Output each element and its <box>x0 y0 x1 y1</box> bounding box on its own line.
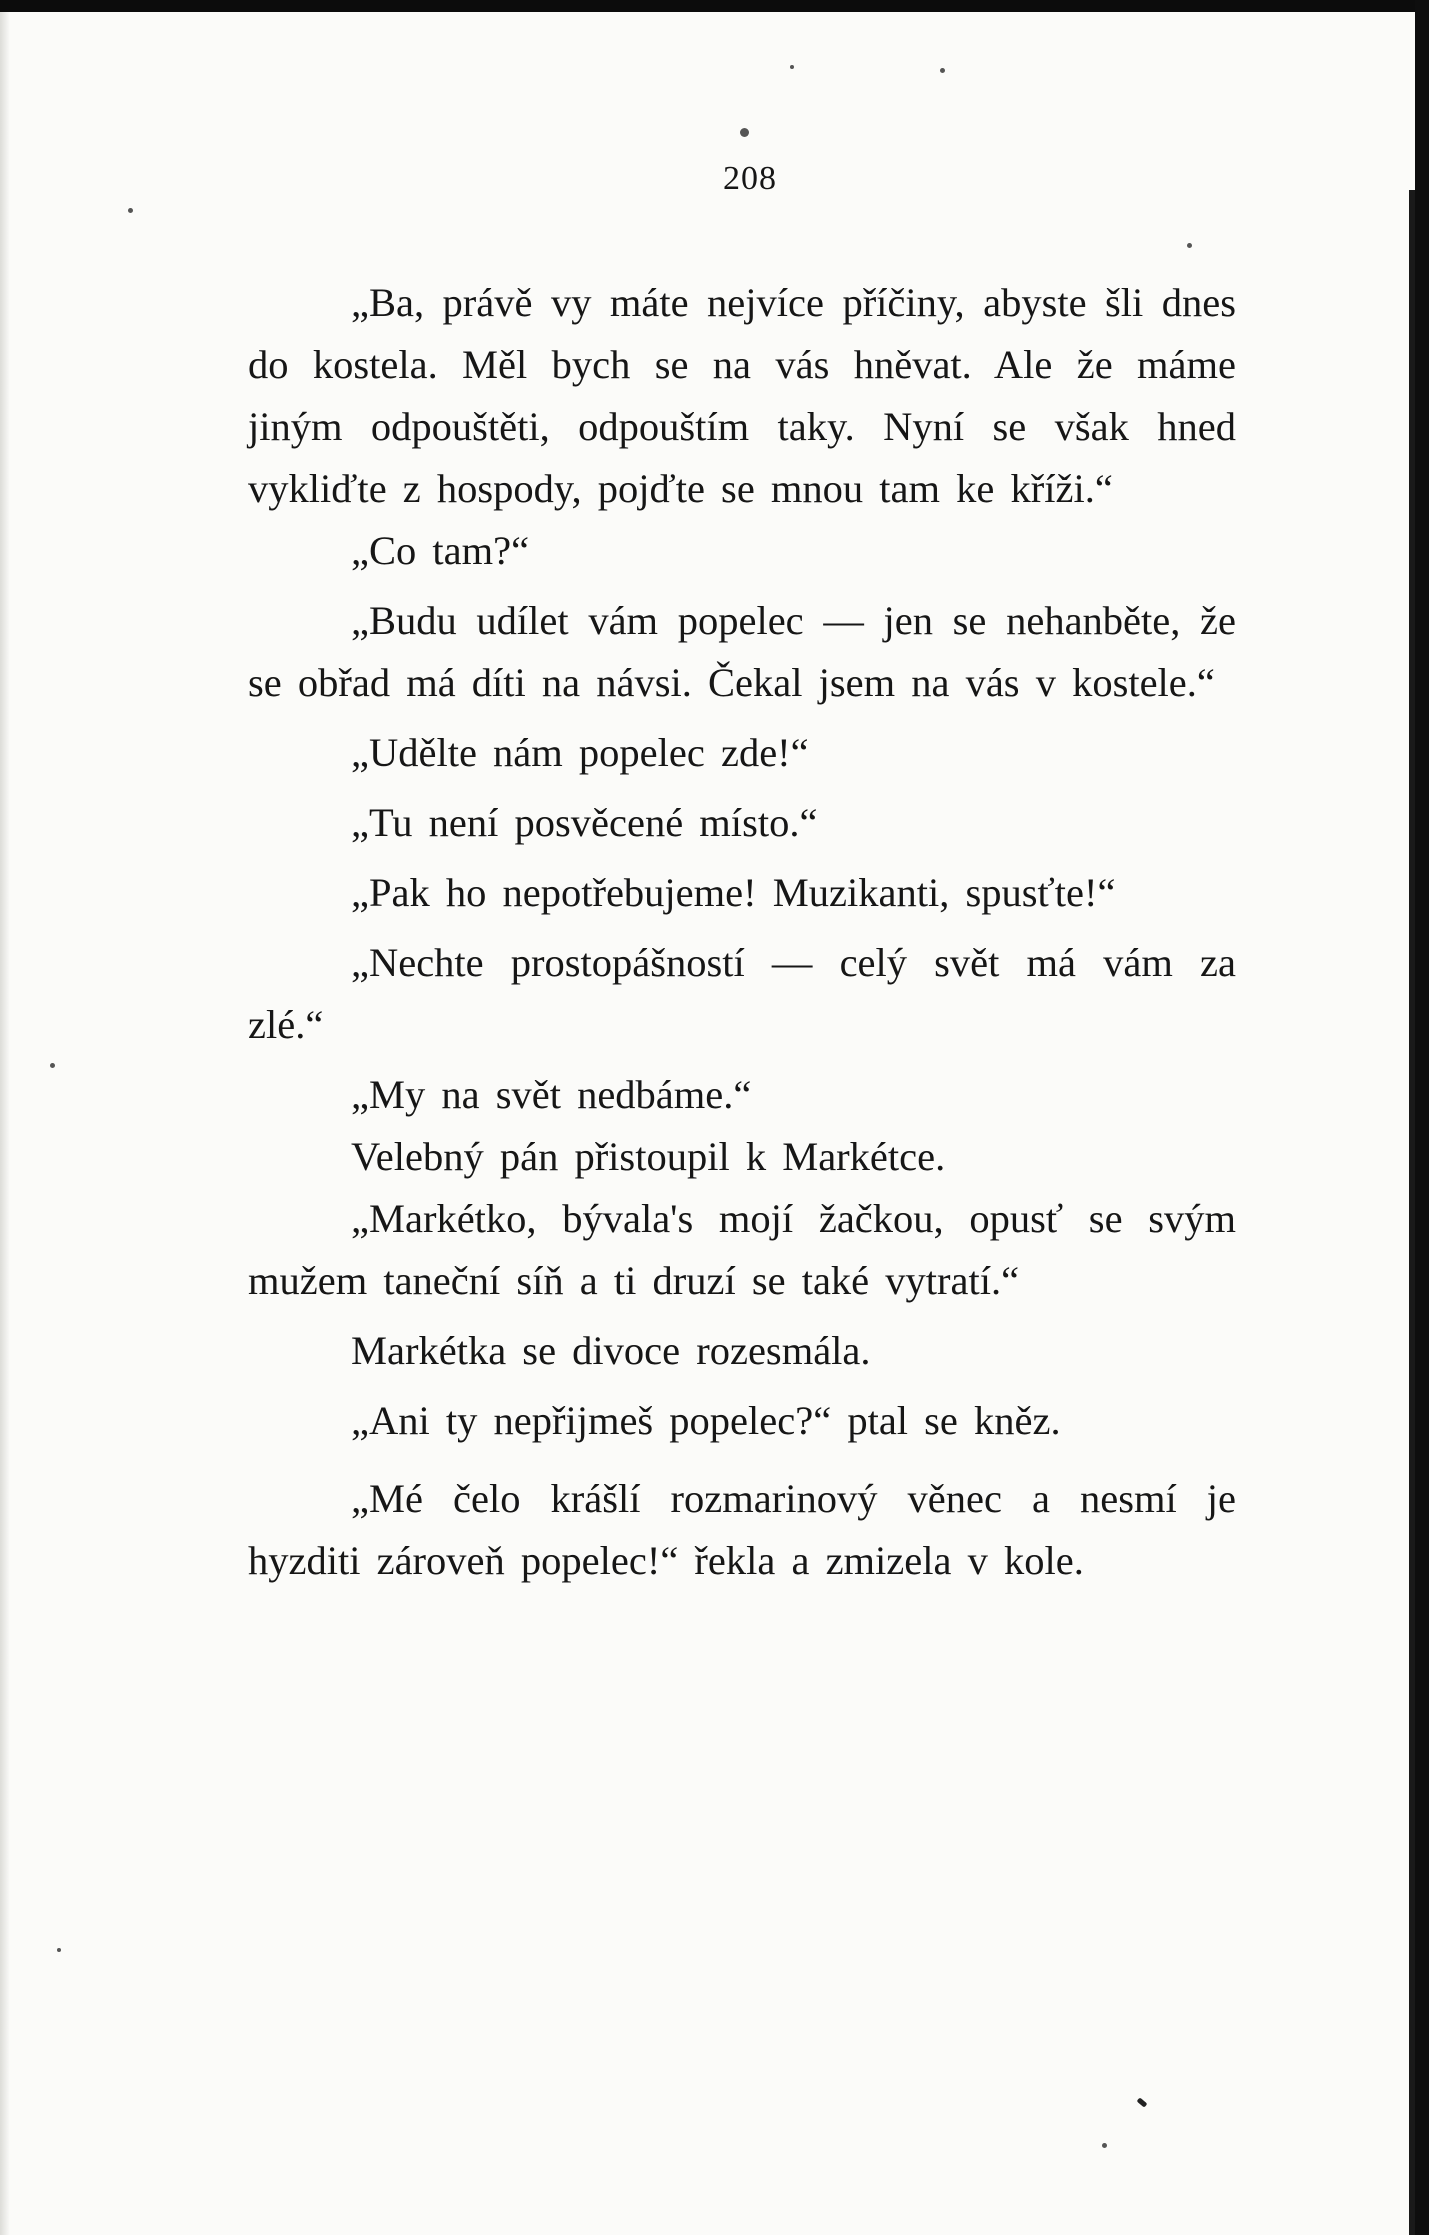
page-number: 208 <box>723 160 777 197</box>
scan-speck <box>940 68 945 73</box>
scan-right-border <box>1415 0 1429 2235</box>
paragraph: „Markétko, bývala's mojí žačkou, opusť se svým mužem taneční síň a ti druzí se také vytratí.“ <box>248 1196 1236 1303</box>
paragraph: „Co tam?“ <box>351 528 530 573</box>
paragraph: „Pak ho nepotřebujeme! Muzikanti, spusťte!“ <box>351 870 1116 915</box>
paragraph: „Tu není posvěcené místo.“ <box>351 800 818 845</box>
paragraph: „My na svět nedbáme.“ <box>351 1072 752 1117</box>
body-text <box>248 272 1236 1592</box>
scan-speck <box>790 65 794 69</box>
scan-speck <box>1187 243 1192 248</box>
paragraph: Markétka se divoce rozesmála. <box>351 1328 871 1373</box>
scan-speck <box>1102 2143 1107 2148</box>
paragraph: „Ani ty nepřijmeš popelec?“ ptal se kněz. <box>351 1398 1061 1443</box>
paragraph: „Udělte nám popelec zde!“ <box>351 730 809 775</box>
scan-speck <box>57 1948 61 1952</box>
paragraph: „Ba, právě vy máte nejvíce příčiny, abyste šli dnes do kostela. Měl bych se na vás hněvat. Ale že máme jiným odpouštěti, odpouštím taky. Nyní se však hned vykliďte z hospody, pojďte se mnou tam ke kříži.“ <box>248 280 1236 511</box>
paragraph: „Budu udílet vám popelec — jen se nehanběte, že se obřad má díti na návsi. Čekal jsem na vás v kostele.“ <box>248 598 1236 705</box>
scan-speck <box>128 208 133 213</box>
scan-speck <box>740 128 749 137</box>
page-edge-shadow <box>0 12 10 2235</box>
page-right-edge <box>1409 190 1415 2235</box>
paragraph: „Nechte prostopášností — celý svět má vám za zlé.“ <box>248 940 1236 1047</box>
scan-speck <box>1137 2097 1148 2107</box>
scan-speck <box>50 1063 55 1068</box>
paragraph: Velebný pán přistoupil k Markétce. <box>351 1134 946 1179</box>
scan-top-border <box>0 0 1429 12</box>
paragraph: „Mé čelo krášlí rozmarinový věnec a nesmí je hyzditi zároveň popelec!“ řekla a zmizela v kole. <box>248 1476 1236 1583</box>
